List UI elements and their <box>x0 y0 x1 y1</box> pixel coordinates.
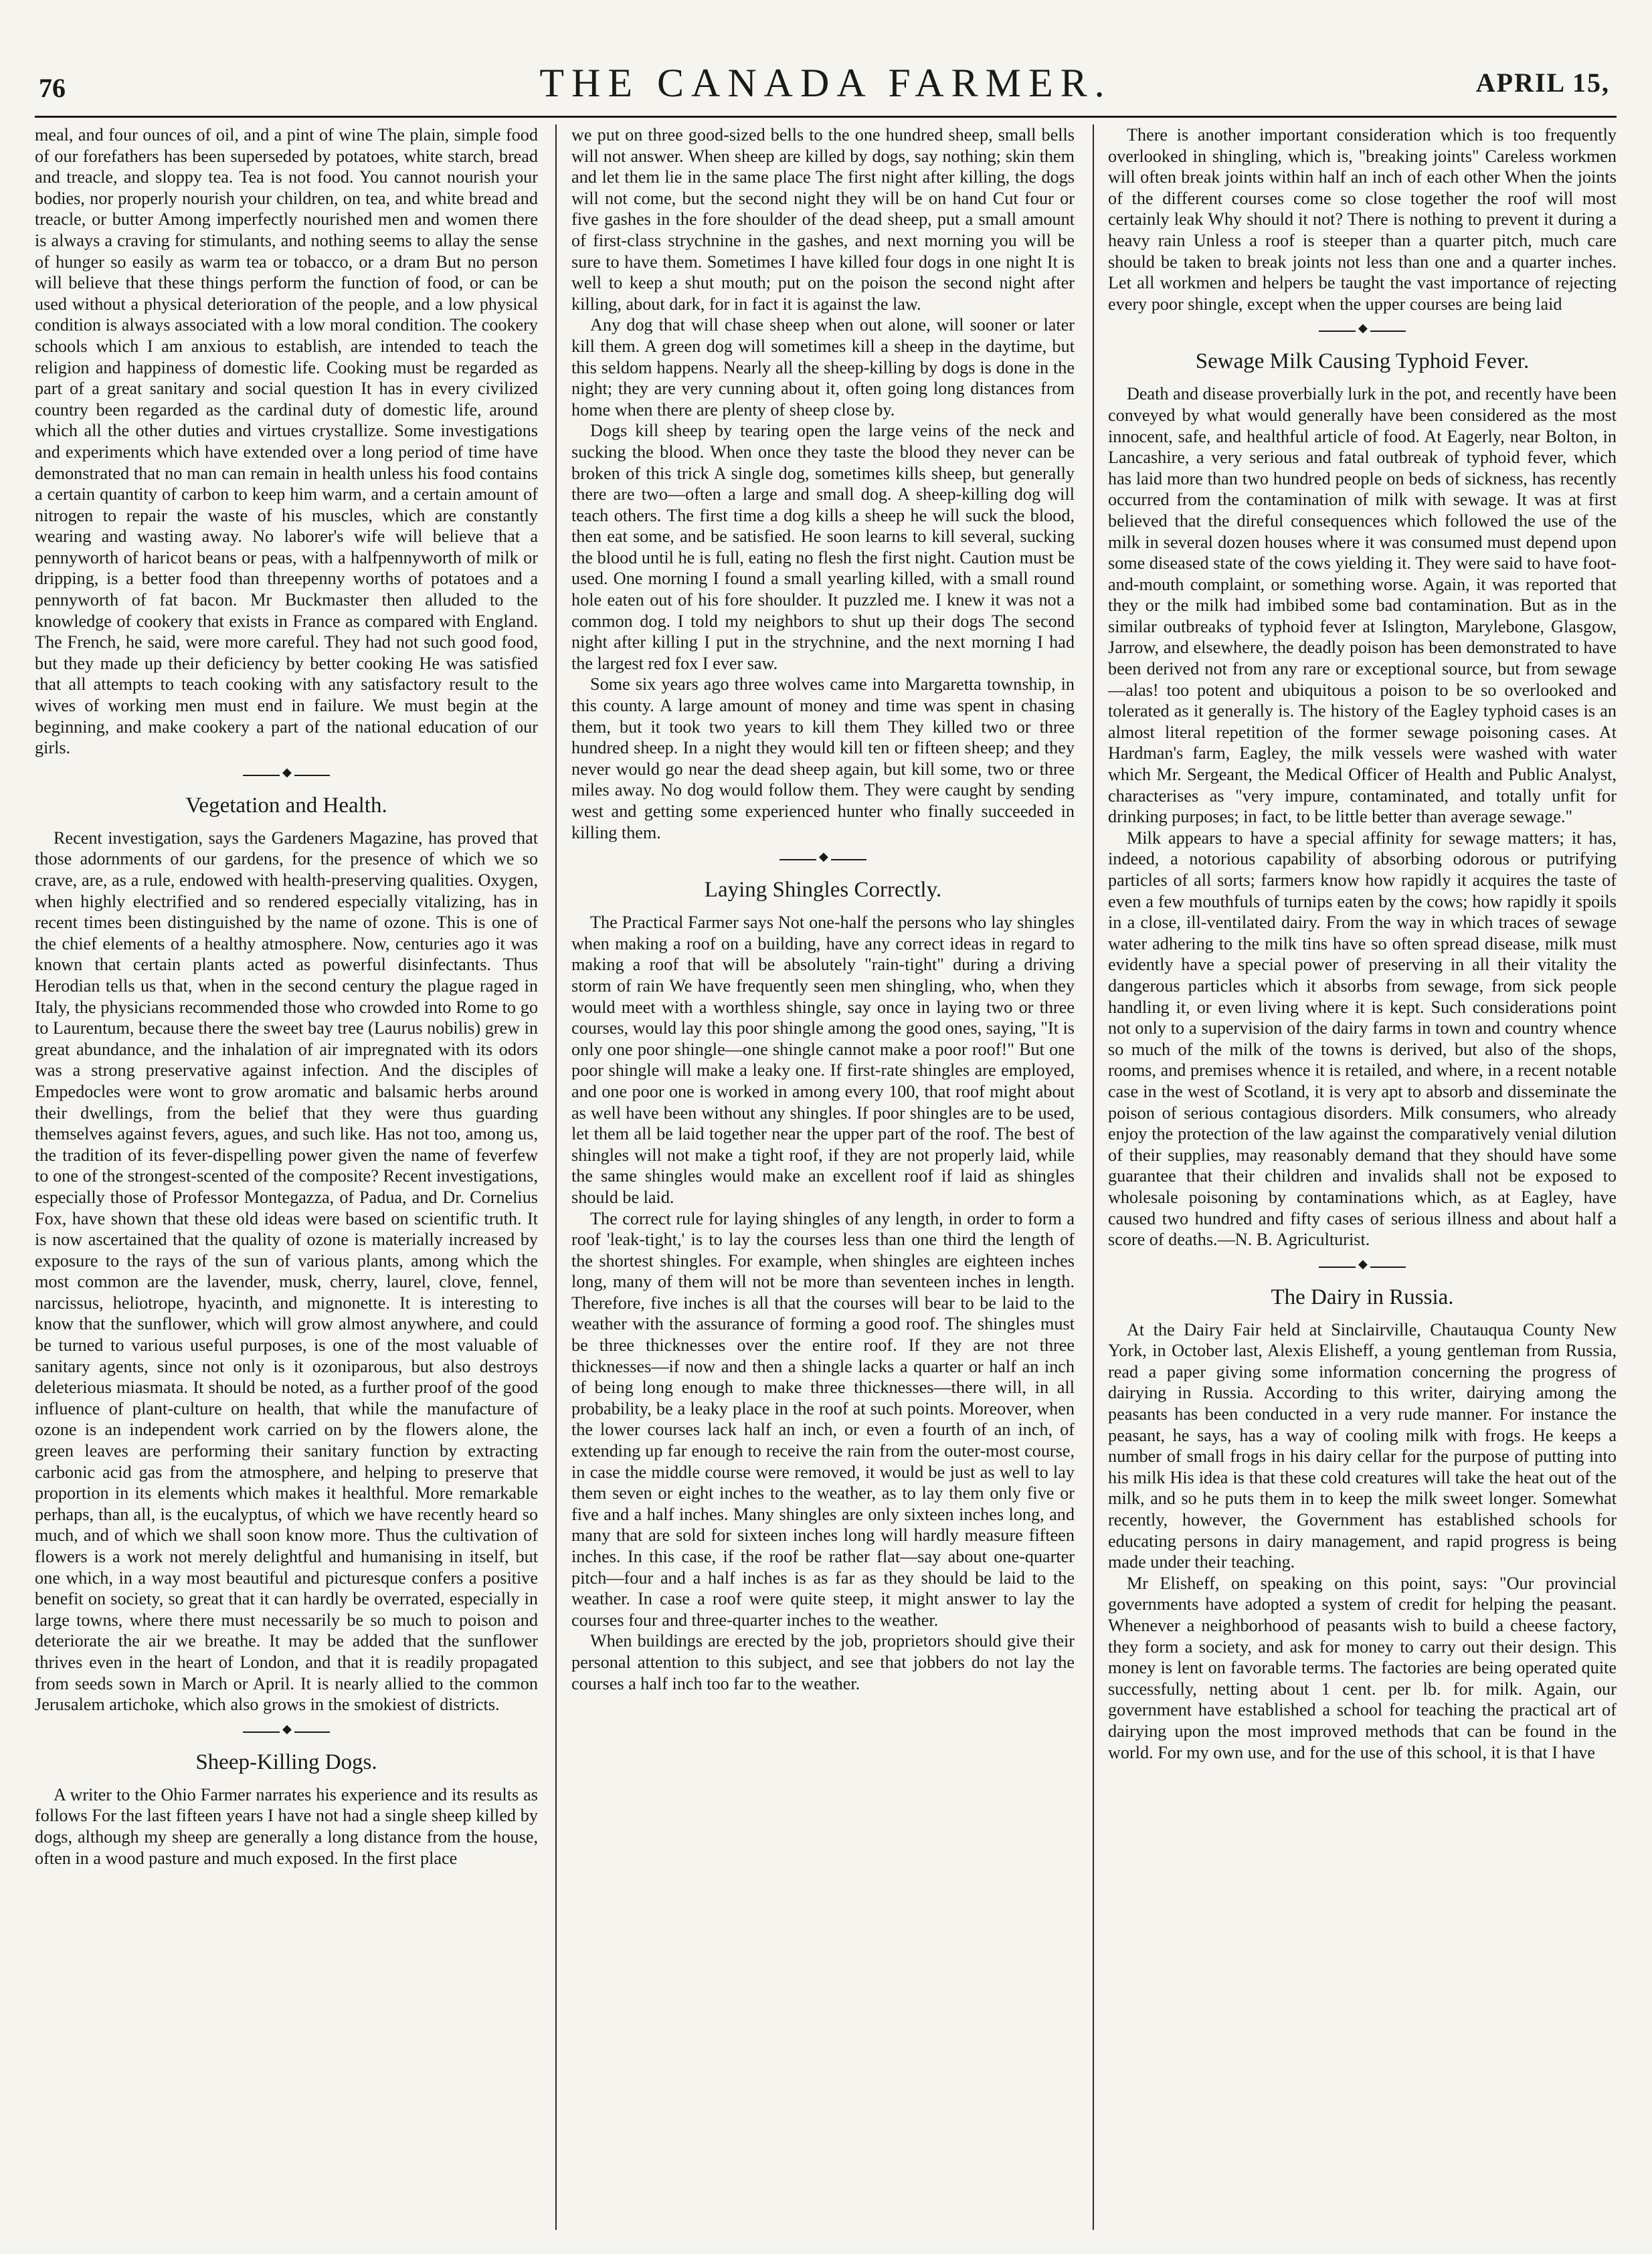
article-paragraph: There is another important consideration which is too frequently overlooked in shingling, which is, "breaking joints" Careless workmen will often break joints within half an inch of each other When the joints of the different courses come so close together the roof will most certainly leak Why should it not? There is nothing to prevent it during a heavy rain Unless a roof is steeper than a quarter pitch, much care should be taken to break joints not less than one and a quarter inches. Let all workmen and helpers be taught the vast importance of rejecting every poor shingle, except when the upper courses are being laid <box>1108 125 1617 314</box>
column-2 <box>571 124 1075 2230</box>
article-paragraph: The Practical Farmer says Not one-half the persons who lay shingles when making a roof on a building, have any correct ideas in regard to making a roof that will be absolutely "rain-tight" during a driving storm of rain We have frequently seen men shingling, who, when they would meet with a worthless shingle, say once in laying two or three courses, would lay this poor shingle among the good ones, saying, "It is only one poor shingle—one shingle cannot make a poor roof!" But one poor shingle will make a leaky one. If first-rate shingles are employed, and one poor one is worked in among every 100, that roof might about as well have been without any shingles. If poor shingles are to be used, let them all be laid together near the upper part of the roof. The best of shingles will not make a tight roof, if they are not properly laid, while the same shingles would make an excellent roof if laid as shingles should be laid. <box>571 913 1075 1207</box>
article-paragraph: Recent investigation, says the Gardeners Magazine, has proved that those adornments of our gardens, for the presence of which we so crave, are, as a rule, endowed with health-preserving qualities. Oxygen, when highly electrified and so rendered especially vitalizing, has in recent times been distinguished by the name of ozone. This is one of the chief elements of a healthy atmosphere. Now, centuries ago it was known that certain plants acted as powerful disinfectants. Thus Herodian tells us that, when in the second century the plague raged in Italy, the physicians recommended those who crowded into Rome to go to Laurentum, because there the sweet bay tree (Laurus nobilis) grew in great abundance, and the inhalation of air impregnated with its odors was a strong preservative against infection. And the disciples of Empedocles were wont to grow aromatic and balsamic herbs around their dwellings, from the belief that they were thus guarding themselves against fevers, agues, and such like. Has not too, among us, the tradition of its fever-dispelling power given the name of feverfew to one of the strongest-scented of the composite? Recent investigations, especially those of Professor Montegazza, of Padua, and Dr. Cornelius Fox, have shown that these old ideas were based on scientific truth. It is now ascertained that the quality of ozone is materially increased by exposure to the rays of the sun of various plants, among which the most common are the lavender, musk, cherry, laurel, clove, fennel, narcissus, heliotrope, hyacinth, and mignonette. It is interesting to know that the sunflower, which will grow almost anywhere, and could be turned to various useful purposes, is one of the most valuable of sanitary agents, since not only is it ozoniparous, but also destroys deleterious miasmata. It should be noted, as a further proof of the good influence of plant-culture on health, that while the manufacture of ozone is an independent work carried on by the flowers alone, the green leaves are performing their sanitary function by extracting carbonic acid gas from the atmosphere, and helping to preserve that proportion in its elements which makes it healthful. More remarkable perhaps, than all, is the eucalyptus, of which we have recently heard so much, and of which we shall soon know more. Thus the cultivation of flowers is a work not merely delightful and humanising in itself, but one which, in a way most beautiful and picturesque confers a positive benefit on society, so great that it can hardly be overrated, especially in large towns, where there must necessarily be so much to poison and deteriorate the air we breathe. It may be added that the sunflower thrives even in the heart of London, and that it is readily propagated from seeds sown in March or April. It is nearly allied to the common Jerusalem artichoke, which also grows in the smokiest of districts. <box>35 828 538 1715</box>
article-paragraph: Mr Elisheff, on speaking on this point, says: "Our provincial governments have adopted a system of credit for helping the peasant. Whenever a neighborhood of peasants wish to build a cheese factory, they form a society, and ask for money to carry out their design. This money is lent on favorable terms. The factories are being operated quite successfully, netting about 1 cent. per lb. for milk. Again, our government have established a school for teaching the practical art of dairying upon the most improved methods that can be found in the world. For my own use, and for the use of this school, it is that I have <box>1108 1573 1617 1762</box>
article-paragraph: we put on three good-sized bells to the one hundred sheep, small bells will not answer. When sheep are killed by dogs, say nothing; skin them and let them lie in the same place The first night after killing, the dogs will not come, but the second night they will be on hand Cut four or five gashes in the fore shoulder of the dead sheep, put a small amount of first-class strychnine in the gashes, and next morning you will be sure to have them. Sometimes I have killed four dogs in one night It is well to keep a shut mouth; put on the poison the second night after killing, about dark, for in fact it is against the law. <box>571 125 1075 314</box>
article-paragraph: A writer to the Ohio Farmer narrates his experience and its results as follows For the last fifteen years I have not had a single sheep killed by dogs, although my sheep are generally a long distance from the house, often in a wood pasture and much exposed. In the first place <box>35 1784 538 1868</box>
newspaper-page <box>35 52 1617 2230</box>
newspaper-title: THE CANADA FARMER. <box>539 61 1112 105</box>
article-paragraph: Death and disease proverbially lurk in the pot, and recently have been conveyed by what would generally have been considered as the most innocent, safe, and healthful article of food. At Eagerly, near Bolton, in Lancashire, a very serious and fatal outbreak of typhoid fever, which has laid more than two hundred people on beds of sickness, has recently occurred from the contamination of milk with sewage. It was at first believed that the direful consequences which followed the use of the milk in several dozen houses where it was consumed must depend upon some diseased state of the cows yielding it. They were said to have foot-and-mouth complaint, or something worse. Again, it was reported that they or the milk had imbibed some bad contamination. But as in the similar outbreaks of typhoid fever at Islington, Marylebone, Glasgow, Jarrow, and elsewhere, the deadly poison has been demonstrated to have been derived not from any rare or exceptional source, but from sewage—alas! too potent and ubiquitous a poison to be so overlooked and tolerated as it generally is. The history of the Eagley typhoid cases is an almost literal repetition of the former sewage poisoning cases. At Hardman's farm, Eagley, the milk vessels were washed with water which Mr. Sergeant, the Medical Officer of Health and Public Analyst, characterises as "very impure, contaminated, and totally unfit for drinking purposes; in fact, to be little better than average sewage." <box>1108 384 1617 827</box>
section-divider <box>1319 1266 1406 1268</box>
article-heading-vegetation: Vegetation and Health. <box>185 793 387 818</box>
article-paragraph: At the Dairy Fair held at Sinclairville, Chautauqua County New York, in October last, Alexis Elisheff, a young gentleman from Russia, read a paper giving some information concerning the progress of dairying in Russia. According to this writer, dairying among the peasants has been conducted in a very rude manner. For instance the peasant, he says, has a way of cooling milk with frogs. He keeps a number of small frogs in his dairy cellar for the purpose of putting into his milk His idea is that these cold creatures will take the heat out of the milk, and so he puts them in to keep the milk sweet longer. Somewhat recently, however, the Government has established schools for educating persons in dairy management, and rapid progress is being made under their teaching. <box>1108 1319 1617 1572</box>
article-paragraph: Dogs kill sheep by tearing open the large veins of the neck and sucking the blood. When once they taste the blood they never can be broken of this trick A single dog, sometimes kills sheep, but generally there are two—often a large and small dog. A sheep-killing dog will teach others. The first time a dog kills a sheep he will suck the blood, then eat some, and be satisfied. He soon learns to kill several, sucking the blood until he is full, eating no flesh the first night. Caution must be used. One morning I found a small yearling killed, with a small round hole eaten out of his fore shoulder. It puzzled me. I knew it was not a common dog. I told my neighbors to shut up their dogs The second night after killing I put in the strychnine, and the next morning I had the largest red fox I ever saw. <box>571 421 1075 673</box>
article-heading-laying-shingles: Laying Shingles Correctly. <box>704 878 942 903</box>
section-divider <box>243 1731 330 1733</box>
article-continued-text: meal, and four ounces of oil, and a pint of wine The plain, simple food of our forefathers has been superseded by potatoes, white starch, bread and treacle, and sloppy tea. Tea is not food. You cannot nourish your bodies, nor properly nourish your children, on tea, and white bread and treacle, or butter Among imperfectly nourished men and women there is always a craving for stimulants, and nothing seems to allay the sense of hunger so easily as warm tea or tobacco, or a dram But no person will believe that these things perform the function of food, or can be used without a physical deterioration of the people, and a low physical condition is always associated with a low moral condition. The cookery schools which I am anxious to establish, are intended to teach the religion and happiness of domestic life. Cooking must be regarded as part of a great sanitary and social question It has in every civilized country been regarded as the cardinal duty of domestic life, around which all the other duties and virtues crystallize. Some investigations and experiments which have extended over a long period of time have demonstrated that no man can remain in health unless his food contains a certain quantity of carbon to keep him warm, and a certain amount of nitrogen to repair the waste of his muscles, which are constantly wearing and wasting away. No laborer's wife will believe that a pennyworth of haricot beans or peas, with a halfpennyworth of milk or dripping, is a better food than threepenny worths of potatoes and a pennyworth of fat bacon. Mr Buckmaster then alluded to the knowledge of cookery that exists in France as compared with England. The French, he said, were more careful. They had not such good food, but they made up their deficiency by better cooking He was satisfied that all attempts to teach cooking with any satisfactory result to the wives of working men must end in failure. We must begin at the beginning, and make cookery a part of the national education of our girls. <box>35 125 538 758</box>
article-paragraph: Some six years ago three wolves came into Margaretta township, in this county. A large amount of money and time was spent in chasing them, but it took two years to kill them They killed two or three hundred sheep. In a night they would kill ten or fifteen sheep; and they never would go near the dead sheep again, but kill some, two or three miles away. No dog would follow them. They were caught by sending west and getting some experienced hunter who finally succeeded in killing them. <box>571 674 1075 842</box>
issue-date: APRIL 15, <box>1475 68 1610 98</box>
article-columns <box>35 124 1617 2230</box>
column-1 <box>35 124 538 2230</box>
masthead <box>35 52 1617 114</box>
article-heading-dairy-in-russia: The Dairy in Russia. <box>1271 1285 1454 1309</box>
article-paragraph: Any dog that will chase sheep when out alone, will sooner or later kill them. A green dog will sometimes kill a sheep in the daytime, but this seldom happens. Nearly all the sheep-killing by dogs is done in the night; they are very cunning about it, often going long distances from home when there are plenty of sheep close by. <box>571 315 1075 419</box>
section-divider <box>779 859 866 860</box>
column-divider <box>1093 124 1094 2230</box>
article-paragraph: The correct rule for laying shingles of any length, in order to form a roof 'leak-tight,' is to lay the courses less than one third the length of the shortest shingles. For example, when shingles are eighteen inches long, many of them will not be more than seventeen inches in length. Therefore, five inches is all that the courses will bear to be laid to the weather with the assurance of forming a good roof. The shingles must be three thicknesses over the entire roof. If they are not three thicknesses—if now and then a shingle lacks a quarter or half an inch of being long enough to make three thicknesses—there will, in all probability, be a leaky place in the roof at such points. Moreover, when the lower courses lack half an inch, or even a fourth of an inch, of extending up far enough to receive the rain from the outer-most course, in case the middle course were removed, it would be just as well to lay them seven or eight inches to the weather, as to lay them only five or five and a half inches. Many shingles are only sixteen inches long, and many that are sold for sixteen inches long will hardly measure fifteen inches. In this case, if the roof be rather flat—say about one-quarter pitch—four and a half inches is as far as they should be laid to the weather. In case a roof were quite steep, it might answer to lay the courses four and three-quarter inches to the weather. <box>571 1208 1075 1630</box>
article-heading-sheep-killing-dogs: Sheep-Killing Dogs. <box>195 1750 377 1774</box>
section-divider <box>243 775 330 776</box>
article-paragraph: Milk appears to have a special affinity for sewage matters; it has, indeed, a notorious capability of absorbing odorous or putrifying particles of all sorts; farmers know how rapidly it acquires the taste of even a few mouthfuls of turnips eaten by the cows; how rapidly it spoils in a close, ill-ventilated dairy. From the way in which traces of sewage water adhering to the milk tins have so often spread disease, milk must evidently have a special power of preserving in all their vitality the dangerous particles which it absorbs from sewage, from sick people handling it, or even living where it is kept. Such considerations point not only to a supervision of the dairy farms in town and country whence so much of the milk of the towns is derived, but also of the shops, rooms, and premises whence it is retailed, and where, in a recent notable case in the west of Scotland, it is very apt to absorb and disseminate the poison of serious contagious disorders. Milk consumers, who already enjoy the protection of the law against the comparatively venial dilution of their supplies, may reasonably demand that they should have some guarantee that their children and invalids shall not be exposed to wholesale poisoning by contaminations which, as at Eagley, have caused two hundred and fifty cases of serious illness and about half a score of deaths.—N. B. Agriculturist. <box>1108 828 1617 1250</box>
page-number: 76 <box>39 73 66 103</box>
article-heading-sewage-milk: Sewage Milk Causing Typhoid Fever. <box>1195 349 1530 374</box>
section-divider <box>1319 331 1406 332</box>
masthead-rule <box>35 116 1617 118</box>
column-divider <box>555 124 557 2230</box>
article-paragraph: When buildings are erected by the job, proprietors should give their personal attention to this subject, and see that jobbers do not lay the courses a half inch too far to the weather. <box>571 1631 1075 1693</box>
column-3 <box>1108 124 1617 2230</box>
